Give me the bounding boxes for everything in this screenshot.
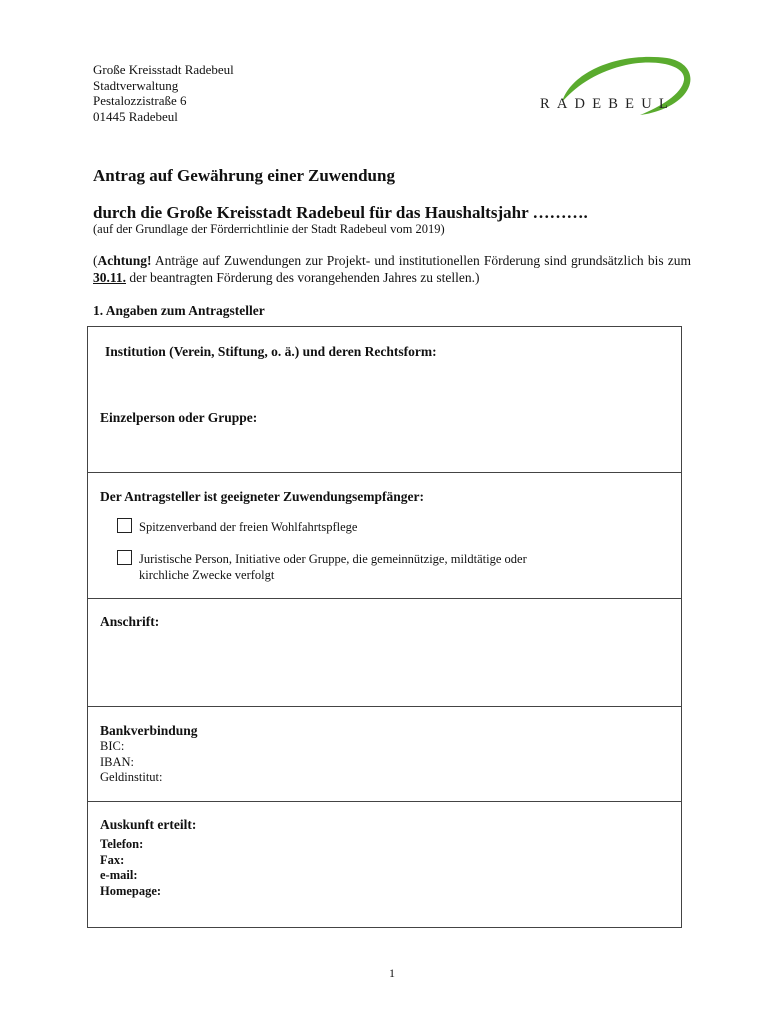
option-legal-entity-line-1: Juristische Person, Initiative oder Gruppe, die gemeinnützige, mildtätige oder (139, 552, 527, 566)
option-welfare-association: Spitzenverband der freien Wohlfahrtspflege (139, 520, 358, 534)
legal-basis: (auf der Grundlage der Förderrichtlinie der Stadt Radebeul vom 2019) (93, 222, 445, 236)
notice-warning: Achtung! (97, 253, 152, 268)
divider (88, 706, 681, 707)
bic-label: BIC: (100, 739, 125, 753)
contact-fields (100, 837, 161, 899)
page-number: 1 (389, 966, 395, 980)
homepage-label: Homepage: (100, 883, 162, 898)
notice-text-1: Anträge auf Zuwendungen zur Projekt- und institutionellen Förderung sind grundsätzlich bis zum (151, 253, 691, 268)
form-subtitle: durch die Große Kreisstadt Radebeul für das Haushaltsjahr ………. (93, 203, 588, 222)
notice-deadline-date: 30.11. (93, 270, 127, 285)
sender-address (93, 62, 234, 124)
form-title: Antrag auf Gewährung einer Zuwendung (93, 166, 395, 185)
email-label: e-mail: (100, 868, 138, 882)
sender-line-3: Pestalozzistraße 6 (93, 93, 187, 108)
checkbox-welfare-association[interactable] (117, 518, 132, 533)
divider (88, 598, 681, 599)
address-label: Anschrift: (100, 614, 160, 629)
divider (88, 801, 681, 802)
phone-label: Telefon: (100, 837, 144, 851)
radebeul-logo (532, 52, 702, 127)
applicant-form (87, 326, 682, 928)
sender-line-2: Stadtverwaltung (93, 77, 179, 93)
bank-institute-label: Geldinstitut: (100, 770, 163, 784)
fax-label: Fax: (100, 852, 125, 867)
logo-swoosh-icon (532, 52, 702, 127)
institution-label: Institution (Verein, Stiftung, o. ä.) und deren Rechtsform: (105, 344, 437, 359)
notice-paren: ( (93, 253, 98, 268)
contact-label: Auskunft erteilt: (100, 817, 197, 832)
person-label: Einzelperson oder Gruppe: (100, 410, 258, 425)
notice-text-2: der beantragten Förderung des vorangehenden Jahres zu stellen.) (126, 270, 480, 285)
logo-text: RADEBEUL (540, 96, 675, 112)
option-legal-entity-line-2: kirchliche Zwecke verfolgt (139, 567, 275, 582)
eligibility-label: Der Antragsteller ist geeigneter Zuwendungsempfänger: (100, 489, 424, 504)
section-heading: 1. Angaben zum Antragsteller (93, 303, 265, 318)
sender-line-1: Große Kreisstadt Radebeul (93, 62, 234, 77)
bank-fields (100, 739, 163, 786)
divider (88, 472, 681, 473)
sender-line-4: 01445 Radebeul (93, 108, 178, 124)
option-legal-entity (139, 552, 527, 583)
iban-label: IBAN: (100, 754, 135, 769)
deadline-notice (93, 252, 691, 286)
bank-label: Bankverbindung (100, 723, 198, 738)
checkbox-legal-entity[interactable] (117, 550, 132, 565)
